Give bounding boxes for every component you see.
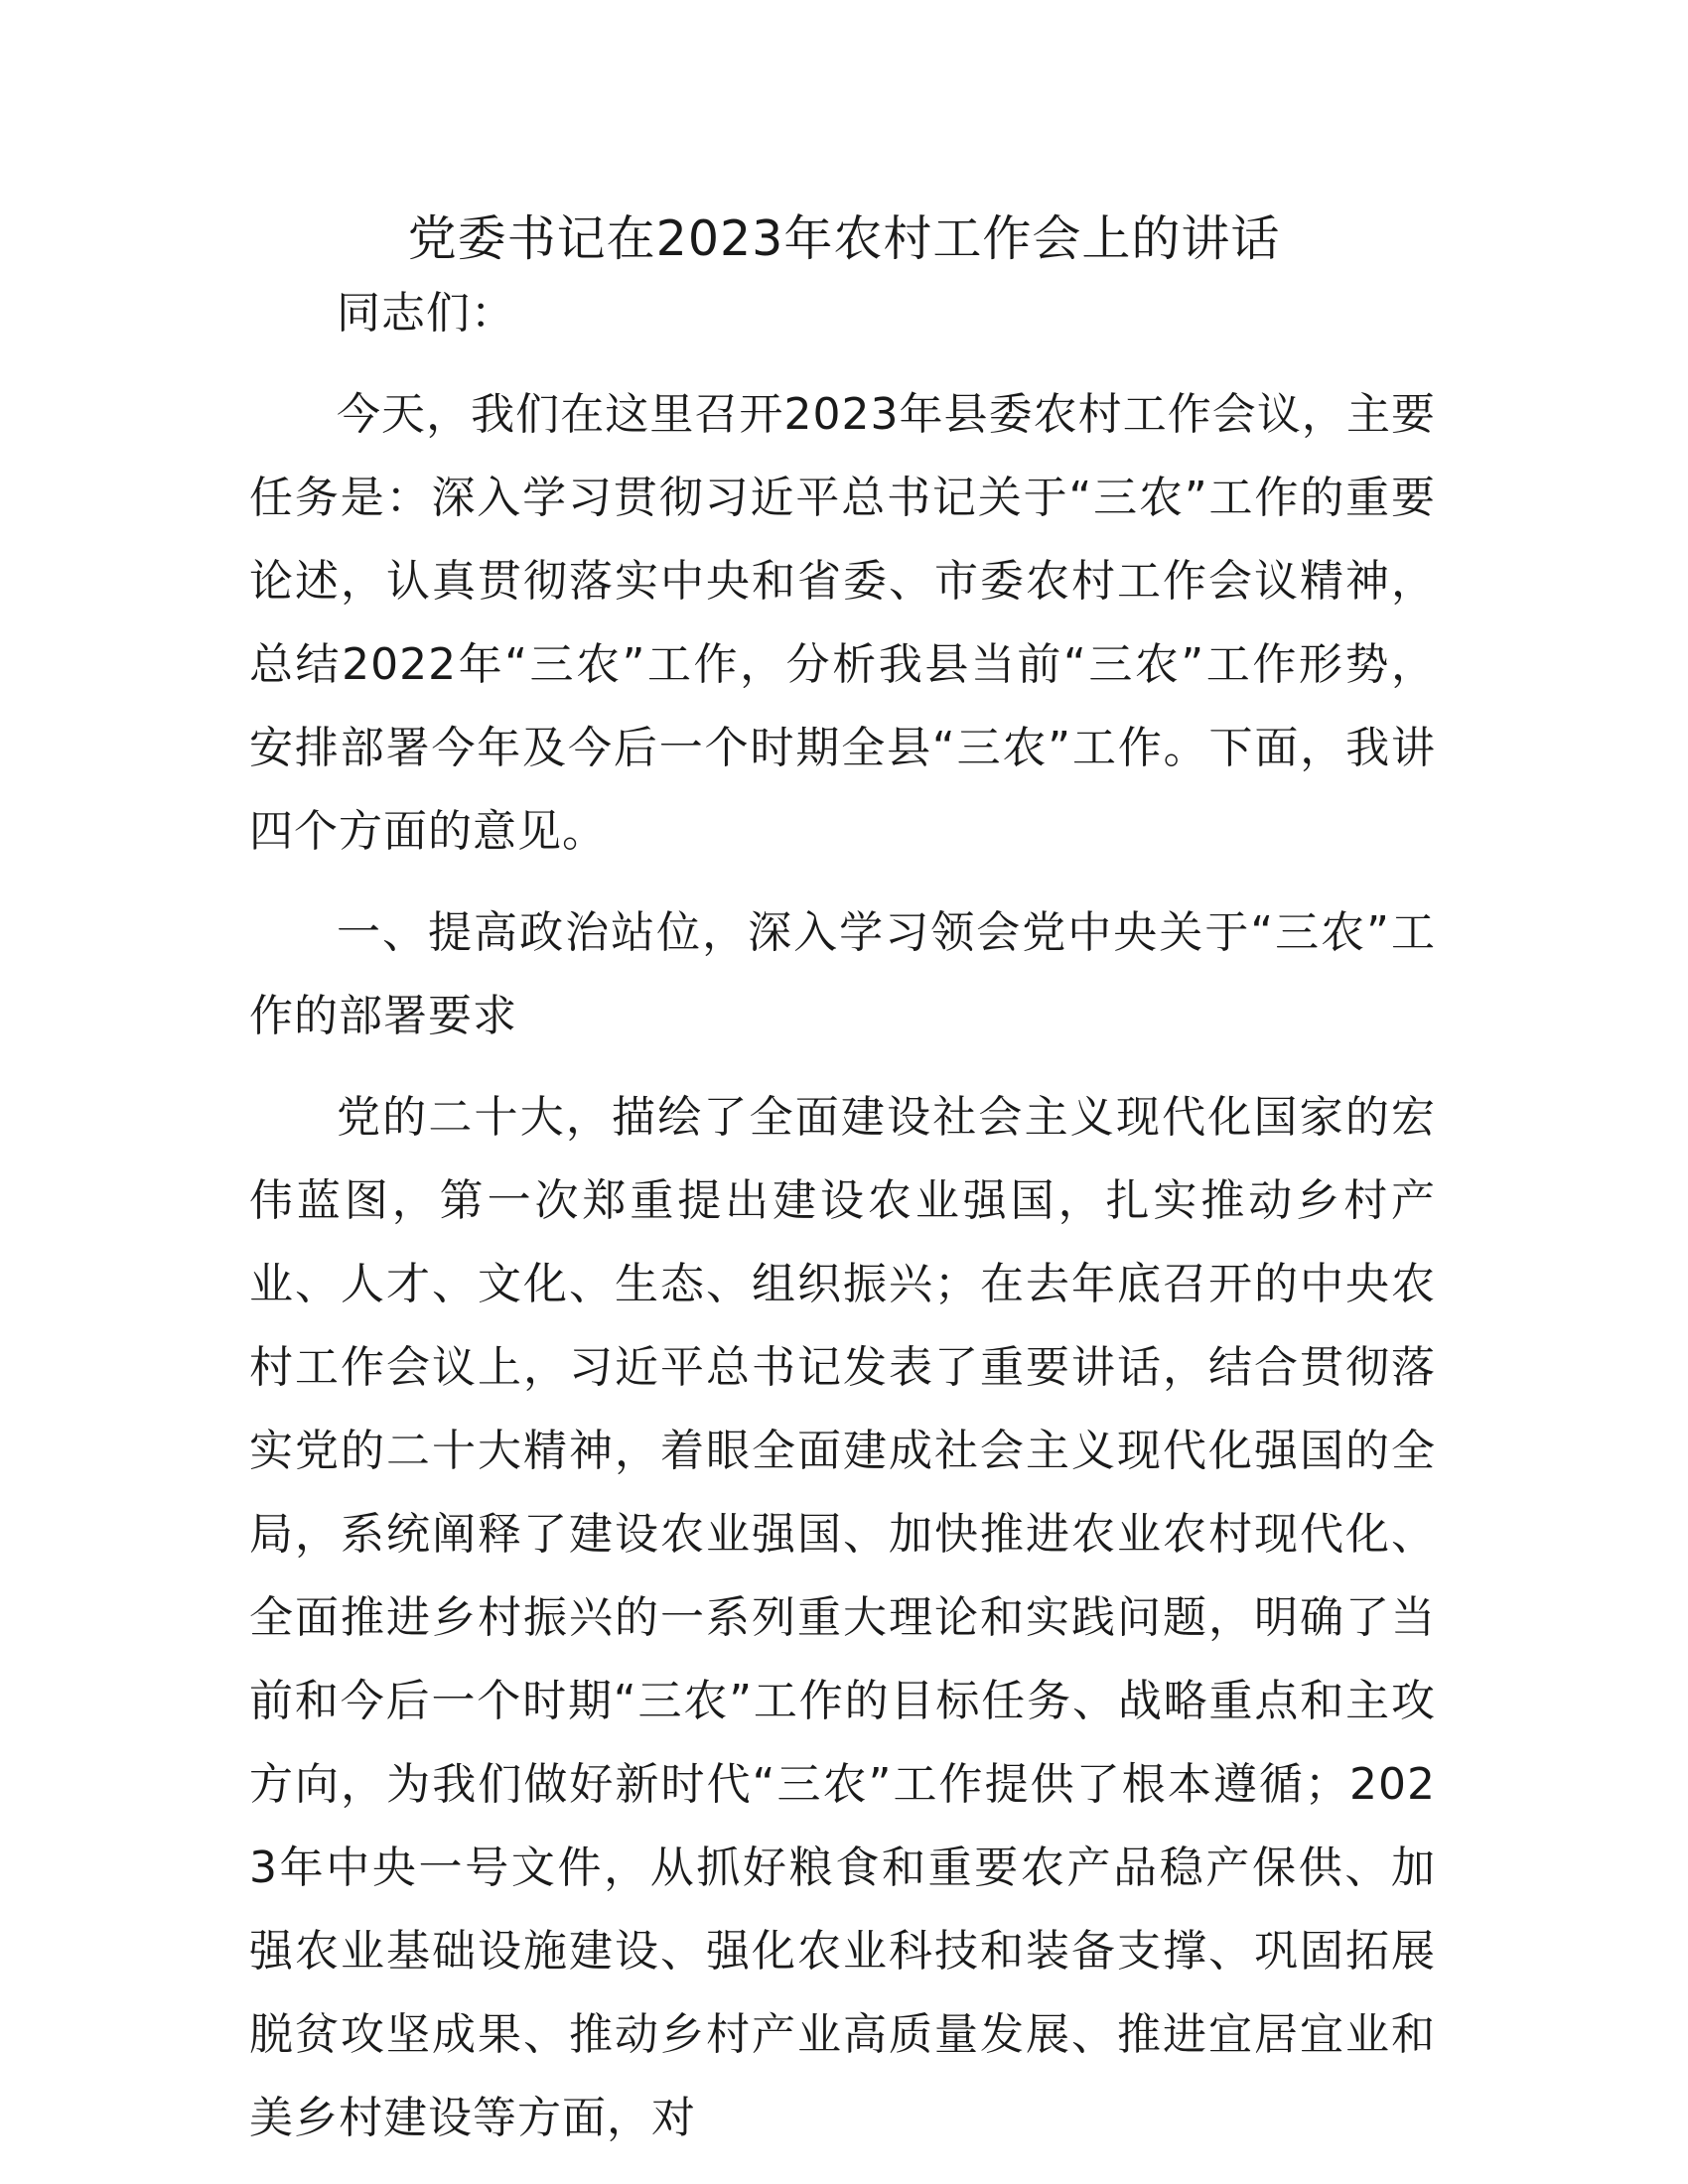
salutation: 同志们： [337, 288, 515, 339]
paragraph-intro: 今天，我们在这里召开2023年县委农村工作会议，主要任务是：深入学习贯彻习近平总书记关于“三农”工作的重要论述，认真贯彻落实中央和省委、市委农村工作会议精神，总结2022年“三农”工作，分析我县当前“三农”工作形势，安排部署今年及今后一个时期全县“三农”工作。下面，我讲四个方面的意见。 [249, 389, 1436, 857]
paragraph-section-1: 党的二十大，描绘了全面建设社会主义现代化国家的宏伟蓝图，第一次郑重提出建设农业强国，扎实推动乡村产业、人才、文化、生态、组织振兴；在去年底召开的中央农村工作会议上，习近平总书记发表了重要讲话，结合贯彻落实党的二十大精神，着眼全面建成社会主义现代化强国的全局，系统阐释了建设农业强国、加快推进农业农村现代化、全面推进乡村振兴的一系列重大理论和实践问题，明确了当前和今后一个时期“三农”工作的目标任务、战略重点和主攻方向，为我们做好新时代“三农”工作提供了根本遵循；2023年中央一号文件，从抓好粮食和重要农产品稳产保供、加强农业基础设施建设、强化农业科技和装备支撑、巩固拓展脱贫攻坚成果、推动乡村产业高质量发展、推进宜居宜业和美乡村建设等方面，对 [249, 1092, 1436, 2143]
document-body [249, 272, 1436, 2178]
section-heading-1: 一、提高政治站位，深入学习领会党中央关于“三农”工作的部署要求 [249, 907, 1436, 1041]
document-title: 党委书记在2023年农村工作会上的讲话 [407, 210, 1281, 267]
